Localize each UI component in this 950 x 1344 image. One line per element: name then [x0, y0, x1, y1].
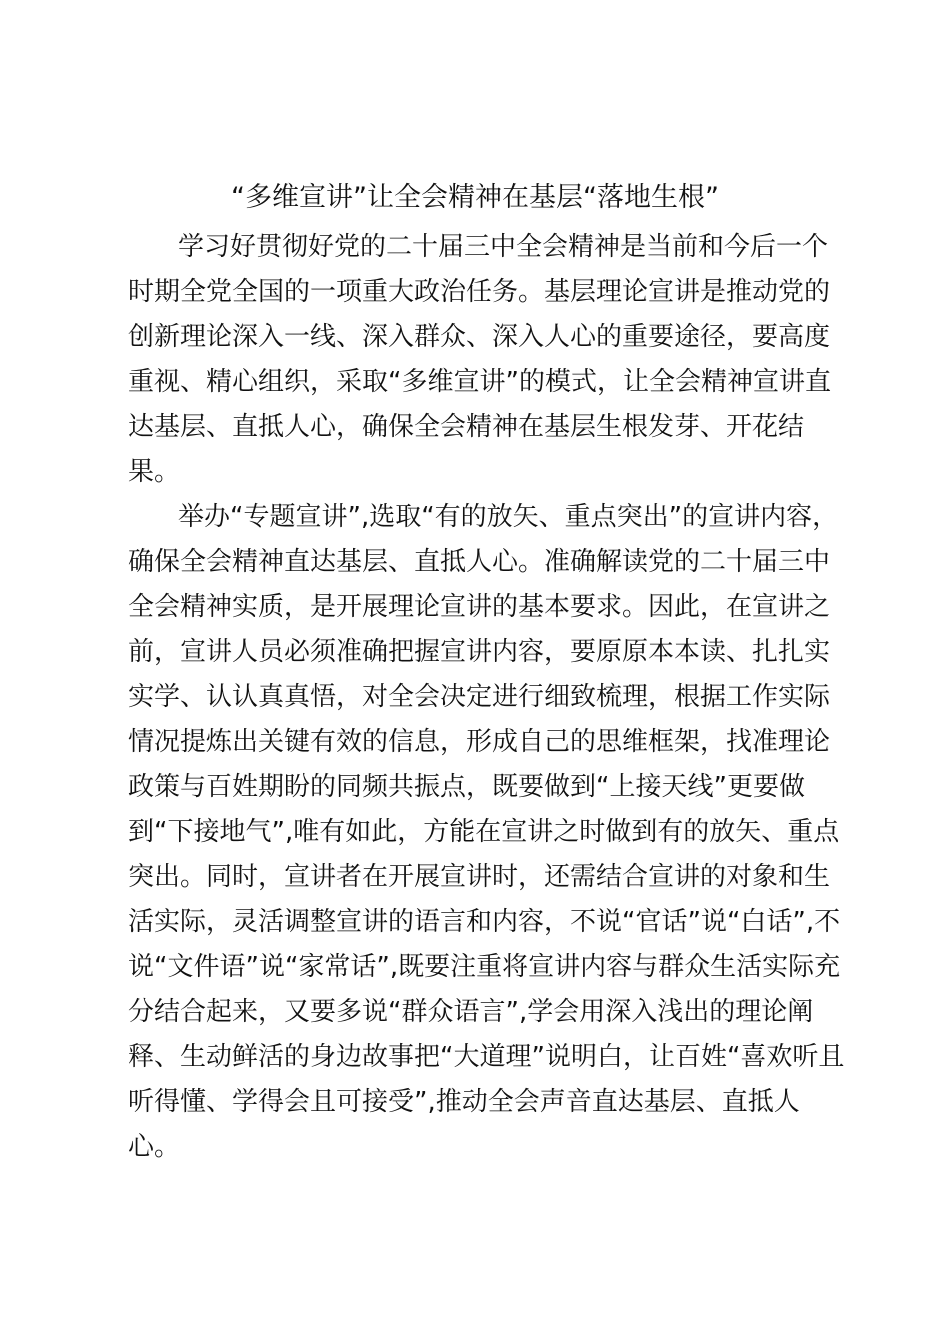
paragraph-2-line-14: 听得懂、学得会且可接受”,推动全会声音直达基层、直抵人: [128, 1087, 800, 1117]
paragraph-2-line-2: 确保全会精神直达基层、直抵人心。准确解读党的二十届三中: [128, 547, 831, 577]
paragraph-2-line-6: 情况提炼出关键有效的信息，形成自己的思维框架，找准理论: [128, 727, 831, 757]
paragraph-2-line-3: 全会精神实质，是开展理论宣讲的基本要求。因此，在宣讲之: [128, 592, 831, 622]
paragraph-2-line-9: 突出。同时，宣讲者在开展宣讲时，还需结合宣讲的对象和生: [128, 862, 831, 892]
paragraph-2-line-15: 心。: [128, 1132, 181, 1162]
paragraph-2-line-13: 释、生动鲜活的身边故事把“大道理”说明白，让百姓“喜欢听且: [128, 1042, 845, 1072]
paragraph-2-line-12: 分结合起来，又要多说“群众语言”,学会用深入浅出的理论阐: [128, 997, 814, 1027]
paragraph-2-line-4: 前，宣讲人员必须准确把握宣讲内容，要原原本本读、扎扎实: [128, 637, 831, 667]
paragraph-1-line-4: 重视、精心组织，采取“多维宣讲”的模式，让全会精神宣讲直: [128, 367, 831, 397]
paragraph-2-line-10: 活实际，灵活调整宣讲的语言和内容，不说“官话”说“白话”,不: [128, 907, 841, 937]
paragraph-2-line-5: 实学、认认真真悟，对全会决定进行细致梳理，根据工作实际: [128, 682, 831, 712]
paragraph-2-line-1: 举办“专题宣讲”,选取“有的放矢、重点突出”的宣讲内容，: [178, 502, 839, 532]
paragraph-1-line-2: 时期全党全国的一项重大政治任务。基层理论宣讲是推动党的: [128, 277, 831, 307]
document-title: “多维宣讲”让全会精神在基层“落地生根”: [231, 182, 719, 213]
paragraph-2-line-7: 政策与百姓期盼的同频共振点，既要做到“上接天线”更要做: [128, 772, 805, 802]
paragraph-2-line-8: 到“下接地气”,唯有如此，方能在宣讲之时做到有的放矢、重点: [128, 817, 840, 847]
paragraph-1-line-5: 达基层、直抵人心，确保全会精神在基层生根发芽、开花结: [128, 412, 805, 442]
paragraph-2-line-11: 说“文件语”说“家常话”,既要注重将宣讲内容与群众生活实际充: [128, 952, 841, 982]
paragraph-1-line-6: 果。: [128, 457, 181, 487]
paragraph-1-line-1: 学习好贯彻好党的二十届三中全会精神是当前和今后一个: [178, 232, 829, 262]
paragraph-1-line-3: 创新理论深入一线、深入群众、深入人心的重要途径，要高度: [128, 322, 831, 352]
